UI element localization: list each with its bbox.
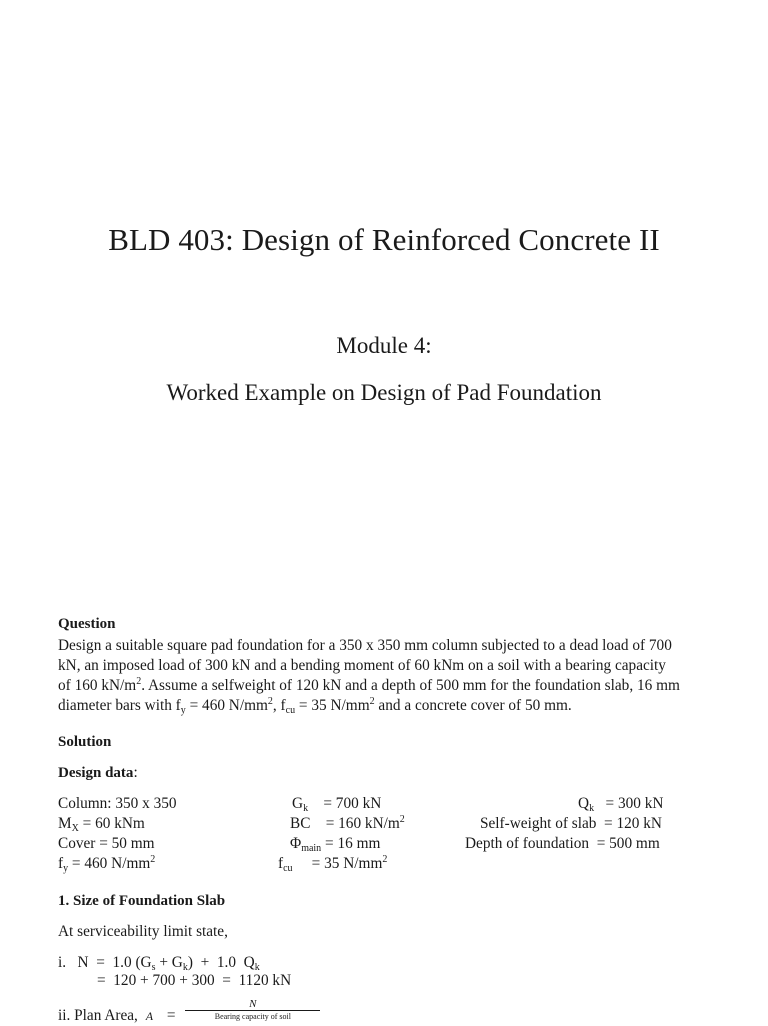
design-data-self-weight: Self-weight of slab = 120 kN	[480, 815, 662, 832]
design-data-moment: $M_X = 60$ kNm	[58, 815, 145, 834]
design-data-column-size: Column: 350 x 350	[58, 795, 177, 812]
document-title: BLD 403: Design of Reinforced Concrete II	[108, 222, 660, 257]
design-data-label: Design data:	[58, 764, 138, 781]
module-heading: Module 4:	[336, 333, 432, 358]
question-line-4: diameter bars with $f_y = 460$ $N/mm^2$, $f_{cu} = 35$ $N/mm^2$ and a concrete cover of 50 mm.	[58, 696, 572, 716]
plan-area-fraction: $\frac{N}{\text{Bearing capacity of soil}}$	[185, 998, 320, 1023]
question-paragraph	[58, 636, 718, 716]
module-subtitle: Worked Example on Design of Pad Foundation	[166, 380, 602, 405]
design-data-gk: $G_k$ = 700 kN	[292, 795, 382, 814]
design-data-bar-diameter: $\Phi_{main} = 16$ mm	[290, 835, 381, 854]
design-data-fy: $f_y = 460$ $N/mm^2$	[58, 854, 156, 874]
section-1-intro: At serviceability limit state,	[58, 923, 228, 940]
question-line-2: kN, an imposed load of 300 kN and a bending moment of 60 kNm on a soil with a bearing capacity	[58, 657, 666, 674]
question-line-1: Design a suitable square pad foundation for a 350 x 350 mm column subjected to a dead load of 700	[58, 637, 672, 654]
section-1-heading: 1. Size of Foundation Slab	[58, 893, 226, 909]
design-data-bearing-capacity: BC = 160 $kN/m^2$	[290, 814, 405, 832]
design-data-qk: $Q_k = 300$ kN	[578, 795, 664, 814]
plan-area-equation: ii. Plan Area, A = $\frac{N}{\text{Bearing capacity of soil}}$	[58, 1006, 320, 1026]
design-data-depth: Depth of foundation = 500 mm	[465, 835, 660, 852]
equation-n-value: = 120 + 700 + 300 = 1120 kN	[97, 972, 292, 989]
equation-n: i. N = 1.0 $(G_s + G_k) + 1.0$ $Q_k$	[58, 954, 260, 973]
question-heading: Question	[58, 616, 116, 632]
question-line-3: of 160 $kN/m^2$. Assume a selfweight of 120 kN and a depth of 500 mm for the foundation slab, 16 mm	[58, 676, 680, 694]
design-data-cover: Cover = 50 mm	[58, 835, 155, 852]
solution-heading: Solution	[58, 734, 112, 750]
design-data-fcu: $f_{cu}$ = 35 $N/mm^2$	[278, 854, 388, 874]
